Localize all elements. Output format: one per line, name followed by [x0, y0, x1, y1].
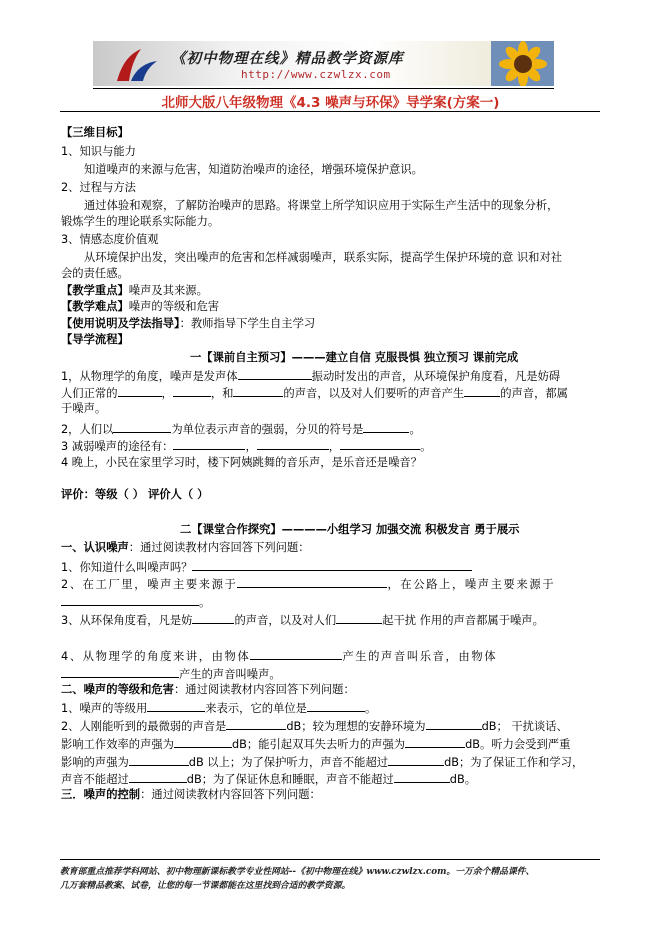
pre-q2: 2，人们以 为单位表示声音的强弱，分贝的符号是 。 — [61, 423, 421, 436]
header-banner — [93, 41, 554, 86]
footer-rule — [60, 859, 600, 860]
header-rule — [93, 88, 554, 89]
pre-q1-line1: 1，从物理学的角度，噪声是发声体 振动时发出的声音，从环境保护角度看，凡是妨碍 — [61, 370, 561, 383]
pre-q1-line3: 于噪声。 — [61, 402, 107, 415]
goal-knowledge-label: 1、知识与能力 — [61, 145, 136, 158]
goal-process-label: 2、过程与方法 — [61, 181, 136, 194]
goal-process-text-2: 锻炼学生的理论联系实际能力。 — [61, 215, 220, 228]
goal-knowledge-text: 知道噪声的来源与危害，知道防治噪声的途径，增强环境保护意识。 — [84, 163, 423, 176]
key-point-line — [61, 284, 208, 298]
s2-q1: 1、噪声的等级用 来表示，它的单位是 。 — [61, 702, 377, 715]
s2-q2-line1: 2、人刚能听到的最微弱的声音是 dB；较为理想的安静环境为 dB； 干扰谈话、 — [61, 720, 568, 733]
s1-q2-line2: 。 — [61, 594, 210, 610]
goal-emotion-text-1: 从环境保护出发，突出噪声的危害和怎样减弱噪声，联系实际，提高学生保护环境的意 识和对社 — [84, 251, 563, 264]
goal-process-text-1: 通过体验和观察，了解防治噪声的思路。将课堂上所学知识应用于实际生产生活中的现象分析， — [84, 199, 559, 212]
banner-title: 《初中物理在线》精品教学资源库 — [171, 50, 404, 67]
instructions-label: 【使用说明及学法指导】 — [61, 317, 180, 330]
banner-url: http://www.czwlzx.com — [241, 68, 391, 81]
instructions-text: ：教师指导下学生自主学习 — [179, 317, 316, 330]
footer-line-1: 教育部重点推荐学科网站、初中物理新课标教学专业性网站--《初中物理在线》www.czwlzx.com。一万余个精品课件、 — [60, 867, 535, 877]
s1-q4-line2: 产生的声音叫噪声。 — [61, 666, 281, 682]
section2-heading: 二、噪声的等级和危害：通过阅读教材内容回答下列问题： — [61, 683, 355, 696]
sunflower-icon — [491, 41, 554, 86]
key-point-label: 【教学重点】 — [61, 284, 129, 297]
page-title: 北师大版八年级物理《4.3 噪声与环保》导学案(方案一) — [161, 95, 500, 111]
s1-q2-line1: 2、在工厂里，噪声主要来源于 ，在公路上，噪声主要来源于 — [61, 578, 556, 591]
s2-q2-line3: 影响的声强为 dB 以上；为了保护听力，声音不能超过 dB；为了保证工作和学习， — [61, 756, 584, 769]
title-rule — [60, 111, 600, 112]
footer-line-2: 几万套精品教案、试卷，让您的每一节课都能在这里找到合适的教学资源。 — [60, 881, 351, 891]
goal-emotion-text-2: 会的责任感。 — [61, 267, 129, 280]
pre-q4: 4 晚上，小民在家里学习时，楼下阿姨跳舞的音乐声，是乐音还是噪音？ — [61, 456, 422, 469]
logo-icon — [113, 45, 163, 83]
difficulty-label: 【教学难点】 — [61, 300, 129, 313]
instructions-line — [61, 317, 315, 331]
difficulty-line — [61, 300, 219, 314]
s2-q2-line4: 声音不能超过 dB；为了保证休息和睡眠，声音不能超过 dB。 — [61, 773, 476, 786]
s1-q1: 1、你知道什么叫噪声吗？ — [61, 559, 472, 575]
s1-q3: 3、从环保角度看，凡是妨 的声音，以及对人们 起干扰 作用的声音都属于噪声。 — [61, 614, 544, 627]
preview-header: 一【课前自主预习】———建立自信 克服畏惧 独立预习 课前完成 — [190, 351, 519, 364]
pre-q1-line2: 人们正常的 ， ，和 的声音，以及对人们要听的声音产生 的声音，都属 — [61, 387, 568, 400]
key-point-text: 噪声及其来源。 — [128, 284, 208, 297]
evaluation-line: 评价：等级（ ） 评价人（ ） — [61, 488, 209, 501]
section1-heading: 一、认识噪声：通过阅读教材内容回答下列问题： — [61, 541, 310, 554]
s2-q2-line2: 影响工作效率的声强为 dB；能引起双耳失去听力的声强为 dB。听力会受到严重 — [61, 738, 571, 751]
section3-heading: 三．噪声的控制：通过阅读教材内容回答下列问题： — [61, 788, 321, 801]
difficulty-text: 噪声的等级和危害 — [128, 300, 220, 313]
pre-q3: 3 减弱噪声的途径有： ， ， 。 — [61, 440, 432, 453]
inclass-header: 二【课堂合作探究】————小组学习 加强交流 积极发言 勇于展示 — [180, 523, 520, 536]
goals-header: 【三维目标】 — [61, 126, 129, 139]
goal-emotion-label: 3、情感态度价值观 — [61, 233, 159, 246]
s1-q4-line1: 4、从物理学的角度来讲，由物体 产生的声音叫乐音，由物体 — [61, 650, 498, 663]
flow-header: 【导学流程】 — [61, 333, 129, 346]
